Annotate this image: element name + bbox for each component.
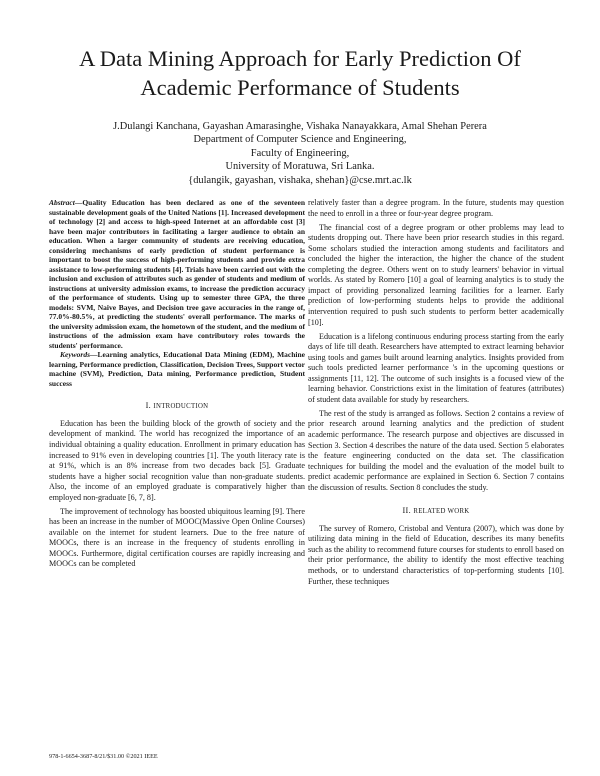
author-names: J.Dulangi Kanchana, Gayashan Amarasinghe, Vishaka Nanayakkara, Amal Shehan Perera bbox=[113, 121, 487, 132]
author-university: University of Moratuwa, Sri Lanka. bbox=[225, 161, 375, 173]
title-line-2: Academic Performance of Students bbox=[140, 75, 460, 100]
keywords-text: —Learning analytics, Educational Data Mining (EDM), Machine learning, Performance prediction, Classification, Decision Trees, Support vector machine (SVM), Prediction, Data mining, Performance prediction, Student success bbox=[49, 350, 305, 388]
title-line-1: A Data Mining Approach for Early Prediction Of bbox=[79, 46, 521, 71]
abstract-text: —Quality Education has been declared as one of the seventeen sustainable development goals of the United Nations [1]. Increased development of technology [2] and access to high-speed Internet at an affordable cost [3] have been major contributors in facilitating a larger audience to obtain an education. When a larger community of students are receiving education, considering mechanisms of early prediction of student performance is important to boost the success of high-performing students and provide extra assistance to low-performing students [4]. Trials have been carried out with the inclusion and exclusion of attributes such as gender of students and medium of instructions at university admission exams, to increase the prediction accuracy of the performance of students. Using up to semester three GPA, the three models: SVM, Naive Bayes, and Decision tree gave accuracies in the range of, 77.0%-80.5%, at predicting the students' overall performance. The marks of the university admission exam, the hometown of the student, and the medium of instructions of the admission exam have contributory roles towards the students' performance. bbox=[49, 198, 305, 350]
abstract bbox=[49, 198, 305, 350]
section-title: RELATED WORK bbox=[413, 508, 470, 516]
paragraph: The survey of Romero, Cristobal and Ventura (2007), which was done by utilizing data mining in the field of Education, describes its many benefits such as the ability to recommend future courses for students to enroll based on their prior performance, the ability to identify the most effective teaching methods, or to understand characteristics of top-performing students [10]. Further, these techniques bbox=[308, 523, 564, 586]
paragraph: Education is a lifelong continuous enduring process starting from the early days of life till death. Researchers have attempted to extract learning behavior using tools and games built around learning analytics. Insights provided from such tools predicted learner performance 's in the upcoming questions or assignments [11, 12]. The outcome of such insights is a focused view of the learning behavior. Constrictions exist in the limitation of features (attributes) of student data available for study by researchers. bbox=[308, 331, 564, 404]
paragraph: relatively faster than a degree program. In the future, students may question the need to enroll in a three or four-year degree program. bbox=[308, 198, 564, 218]
paragraph: Education has been the building block of the growth of society and the development of mankind. The world has recognized the importance of an individual obtaining a quality education. Enrollment in primary education has increased to 91% even in developing countries [1]. The youth literacy rate is at 91%, which is an 8% increase from two decades back [5]. Graduate students have a higher social recognition value than non-graduate students. Also, the income of an employed graduate is comparatively higher than employed non-graduate [6, 7, 8]. bbox=[49, 418, 305, 502]
author-department: Department of Computer Science and Engineering, bbox=[193, 134, 407, 146]
keywords-label: Keywords bbox=[60, 350, 90, 360]
left-column bbox=[49, 198, 305, 570]
paragraph: The financial cost of a degree program or other problems may lead to students dropping out. There have been prior research studies in this regard. Some scholars studied the interaction among students and facilitators and concluded the higher the interaction, the higher the chance of the student completing the degree. Others went on to study learners' behavior in virtual worlds. As stated by Romero [10] a goal of learning analytics is to study the impact of providing personalized learning facilities for a learner. Early prediction of low-performing students helps to provide the additional intervention required to push such students to perform better academically [10]. bbox=[308, 222, 564, 327]
section-title: INTRODUCTION bbox=[153, 403, 209, 411]
paragraph: The improvement of technology has boosted ubiquitous learning [9]. There has been an increase in the number of MOOC(Massive Open Online Courses) available on the internet for student learners. Due to the free nature of MOOCs, there is an increase in the frequency of students enrolling in MOOCs. Furthermore, digital certification courses are rapidly increasing and MOOCs can be completed bbox=[49, 506, 305, 569]
copyright-footer: 978-1-6654-3687-8/21/$31.00 ©2021 IEEE bbox=[49, 753, 158, 760]
author-emails: {dulangik, gayashan, vishaka, shehan}@cse.mrt.ac.lk bbox=[188, 174, 412, 186]
keywords bbox=[49, 350, 305, 388]
section-heading-related-work bbox=[308, 506, 564, 518]
author-faculty: Faculty of Engineering, bbox=[250, 147, 350, 159]
section-heading-introduction bbox=[49, 401, 305, 413]
author-block bbox=[40, 120, 560, 187]
abstract-label: Abstract bbox=[49, 198, 75, 207]
paper-title bbox=[40, 44, 560, 102]
section-number: II. bbox=[402, 506, 411, 516]
right-column bbox=[308, 198, 564, 587]
paragraph: The rest of the study is arranged as follows. Section 2 contains a review of prior research around learning analytics and the prediction of student academic performance. The research purpose and objectives are discussed in Section 3. Section 4 describes the nature of the data used. Section 5 elaborates the feature engineering conducted on the data set. The classification techniques for building the model and the evaluation of the model built to predict academic performance are explained in Section 6. Section 7 contains the discussion of results. Section 8 concludes the study. bbox=[308, 408, 564, 492]
section-number: I. bbox=[145, 401, 152, 411]
